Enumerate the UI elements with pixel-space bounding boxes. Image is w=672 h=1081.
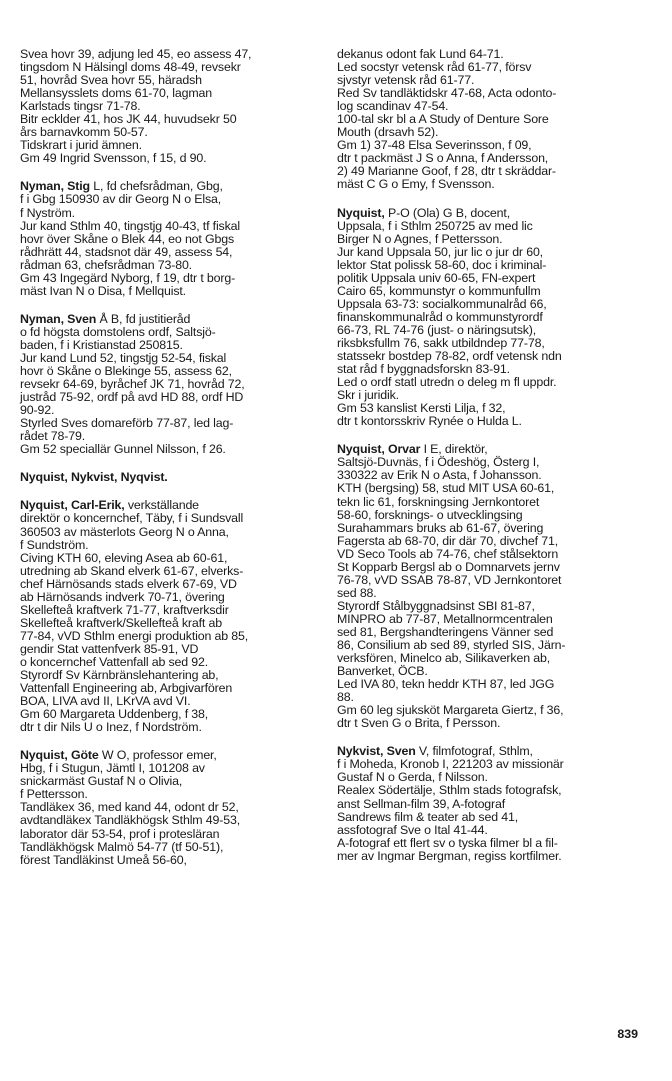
entry-line: laborator där 53-54, prof i protesläran xyxy=(20,826,220,841)
entry-line: förest Tandläkinst Umeå 56-60, xyxy=(20,852,187,867)
entry-name: Nyquist, Carl-Erik, xyxy=(20,498,125,513)
right-column xyxy=(337,48,655,878)
entry-name: Nyquist, Nykvist, Nyqvist. xyxy=(20,470,168,485)
entry-line: A-fotograf ett flert sv o tyska filmer bl a fil- xyxy=(337,835,558,850)
entry-line: 77-84, vVD Sthlm energi produktion ab 85, xyxy=(20,628,249,643)
entry-line: rådet 78-79. xyxy=(20,429,86,444)
entry-line: statssekr bostdep 78-82, ordf vetensk ndn xyxy=(337,349,562,364)
entry-line: Skr i juridik. xyxy=(337,388,399,403)
entry-line: Jur kand Sthlm 40, tingstjg 40-43, tf fiskal xyxy=(20,218,240,233)
entry-line: chef Härnösands stads elverk 67-69, VD xyxy=(20,576,237,591)
entry-line: Tandläkhögsk Malmö 54-77 (tf 50-51), xyxy=(20,839,224,854)
entry-line: Sandrews film & teater ab sed 41, xyxy=(337,809,519,824)
entry-line: f i Gbg 150930 av dir Georg N o Elsa, xyxy=(20,192,222,207)
entry-line: Hbg, f i Stugun, Jämtl I, 101208 av xyxy=(20,761,205,776)
entry-line xyxy=(20,471,322,484)
entry-line: politik Uppsala univ 60-65, FN-expert xyxy=(337,270,536,285)
entry-line: 66-73, RL 74-76 (just- o näringsutsk), xyxy=(337,322,537,337)
entry-line: direktör o koncernchef, Täby, f i Sundsvall xyxy=(20,511,244,526)
entry-line: dtr t packmäst J S o Anna, f Andersson, xyxy=(337,151,549,166)
entry-line: dekanus odont fak Lund 64-71. xyxy=(337,47,504,61)
entry-line: VD Seco Tools ab 74-76, chef stålsektorn xyxy=(337,546,559,561)
biography-entry xyxy=(337,207,655,429)
entry-line: baden, f i Kristianstad 250815. xyxy=(20,337,183,352)
biography-entry xyxy=(20,180,322,297)
entry-line: hovr över Skåne o Blek 44, eo not Gbgs xyxy=(20,231,235,246)
entry-line: Styrordf Stålbyggnadsinst SBI 81-87, xyxy=(337,598,535,613)
entry-line: års barnavkomm 50-57. xyxy=(20,125,148,140)
entry-line: revsekr 64-69, byråchef JK 71, hovråd 72, xyxy=(20,377,245,392)
page-number: 839 xyxy=(617,1027,638,1041)
entry-line: 76-78, vVD SSAB 78-87, VD Jernkontoret xyxy=(337,572,562,587)
entry-line: Gm 52 speciallär Gunnel Nilsson, f 26. xyxy=(20,442,226,457)
entry-line: Tidskrart i jurid ämnen. xyxy=(20,138,142,153)
entry-line: tingsdom N Hälsingl doms 48-49, revsekr xyxy=(20,60,241,75)
entry-line: f Pettersson. xyxy=(20,787,88,802)
entry-line: 90-92. xyxy=(20,403,55,418)
entry-line: Uppsala, f i Sthlm 250725 av med lic xyxy=(337,218,533,233)
entry-line: Jur kand Uppsala 50, jur lic o jur dr 60, xyxy=(337,244,543,259)
entry-line: Mouth (drsavh 52). xyxy=(337,125,439,140)
biography-entry xyxy=(20,471,322,484)
entry-line: f Nyström. xyxy=(20,205,75,220)
biography-entry xyxy=(337,48,655,192)
entry-text: verkställande xyxy=(124,498,199,513)
entry-line: Led o ordf statl utredn o deleg m fl uppdr. xyxy=(337,375,557,390)
entry-line: verksfören, Minelco ab, Silikaverken ab, xyxy=(337,651,551,666)
entry-line: sed 81, Bergshandteringens Vänner sed xyxy=(337,624,554,639)
entry-line: o koncernchef Vattenfall ab sed 92. xyxy=(20,654,209,669)
entry-line xyxy=(337,207,655,220)
entry-line: justråd 75-92, ordf på avd HD 88, ordf HD xyxy=(20,390,244,405)
biography-entry xyxy=(337,443,655,730)
entry-line: mäst Ivan N o Disa, f Mellquist. xyxy=(20,283,186,298)
entry-line: hovr ö Skåne o Blekinge 55, assess 62, xyxy=(20,364,232,379)
entry-line: lektor Stat polissk 58-60, doc i kriminal- xyxy=(337,257,547,272)
entry-line: Gm 43 Ingegärd Nyborg, f 19, dtr t borg- xyxy=(20,270,236,285)
entry-line: gendir Stat vattenfverk 85-91, VD xyxy=(20,641,199,656)
entry-line: Gm 53 kanslist Kersti Lilja, f 32, xyxy=(337,401,506,416)
entry-name: Nyquist, Orvar xyxy=(337,442,421,457)
biography-entry xyxy=(20,749,322,866)
entry-line: sed 88. xyxy=(337,585,377,600)
entry-line: rådhrätt 44, stadsnot där 49, assess 54, xyxy=(20,244,233,259)
biography-entry xyxy=(20,499,322,734)
entry-line: dtr t Sven G o Brita, f Persson. xyxy=(337,716,501,731)
entry-name: Nyquist, xyxy=(337,205,385,220)
entry-line: 100-tal skr bl a A Study of Denture Sore xyxy=(337,112,549,127)
entry-name: Nykvist, Sven xyxy=(337,744,416,759)
entry-line: utredning ab Skand elverk 61-67, elverks- xyxy=(20,563,244,578)
entry-line: anst Sellman-film 39, A-fotograf xyxy=(337,796,506,811)
entry-line: dtr t dir Nils U o Inez, f Nordström. xyxy=(20,720,202,735)
entry-line: tekn lic 61, forskningsing Jernkontoret xyxy=(337,494,540,509)
entry-line: Styrordf Sv Kärnbränslehantering ab, xyxy=(20,668,219,683)
entry-text: Å B, fd justitieråd xyxy=(96,311,191,326)
entry-line: St Kopparb Bergsl ab o Domnarvets jernv xyxy=(337,559,560,574)
entry-line: Gustaf N o Gerda, f Nilsson. xyxy=(337,770,488,785)
entry-line: Jur kand Lund 52, tingstjg 52-54, fiskal xyxy=(20,350,227,365)
entry-line: Cairo 65, kommunstyr o kommunfullm xyxy=(337,283,541,298)
entry-line: finanskommunalråd o kommunstyrordf xyxy=(337,309,543,324)
entry-line: 86, Consilium ab sed 89, styrled SIS, Järn- xyxy=(337,638,566,653)
entry-line: Svea hovr 39, adjung led 45, eo assess 47, xyxy=(20,47,252,61)
entry-line: Gm 60 leg sjuksköt Margareta Giertz, f 36, xyxy=(337,703,564,718)
entry-line: 2) 49 Marianne Goof, f 28, dtr t skräddar- xyxy=(337,164,556,179)
entry-name: Nyman, Sven xyxy=(20,311,97,326)
entry-text: L, fd chefsrådman, Gbg, xyxy=(89,179,223,194)
entry-line: log scandinav 47-54. xyxy=(337,99,449,114)
entry-line: dtr t kontorsskriv Rynée o Hulda L. xyxy=(337,414,522,429)
entry-name: Nyquist, Göte xyxy=(20,748,99,763)
entry-line: Gm 1) 37-48 Elsa Severinsson, f 09, xyxy=(337,138,532,153)
entry-line: stat råd f byggnadsforskn 83-91. xyxy=(337,362,510,377)
biography-entry xyxy=(20,313,322,457)
entry-line: Saltsjö-Duvnäs, f i Ödeshög, Österg I, xyxy=(337,455,540,470)
entry-line: Mellansysslets doms 61-70, lagman xyxy=(20,86,213,101)
entry-text: I E, direktör, xyxy=(420,442,488,457)
entry-line: Fagersta ab 68-70, dir där 70, divchef 71, xyxy=(337,533,558,548)
biography-entry xyxy=(20,48,322,165)
entry-line: assfotograf Sve o Ital 41-44. xyxy=(337,822,488,837)
entry-line: Led socstyr vetensk råd 61-77, försv xyxy=(337,60,532,75)
entry-line: Tandläkex 36, med kand 44, odont dr 52, xyxy=(20,800,239,815)
entry-line: Vattenfall Engineering ab, Arbgivarfören xyxy=(20,681,233,696)
entry-line: Realex Södertälje, Sthlm stads fotografsk, xyxy=(337,783,562,798)
entry-line: Red Sv tandläktidskr 47-68, Acta odonto- xyxy=(337,86,557,101)
entry-line: o fd högsta domstolens ordf, Saltsjö- xyxy=(20,324,216,339)
entry-line: mer av Ingmar Bergman, regiss kortfilmer. xyxy=(337,848,562,863)
entry-line: 58-60, forsknings- o utvecklingsing xyxy=(337,507,523,522)
entry-line: 88. xyxy=(337,690,354,705)
entry-name: Nyman, Stig xyxy=(20,179,90,194)
entry-line: riksbksfullm 76, sakk utbildndep 77-78, xyxy=(337,335,545,350)
entry-line: Banverket, ÖCB. xyxy=(337,664,428,679)
entry-line: 51, hovråd Svea hovr 55, häradsh xyxy=(20,73,202,88)
entry-line: Led IVA 80, tekn heddr KTH 87, led JGG xyxy=(337,677,555,692)
entry-line: sjvstyr vetensk råd 61-77. xyxy=(337,73,475,88)
entry-line: mäst C G o Emy, f Svensson. xyxy=(337,177,495,192)
entry-line: f i Moheda, Kronob I, 221203 av missionär xyxy=(337,757,564,772)
entry-line: KTH (bergsing) 58, stud MIT USA 60-61, xyxy=(337,481,555,496)
entry-text: V, filmfotograf, Sthlm, xyxy=(415,744,533,759)
entry-line: Gm 60 Margareta Uddenberg, f 38, xyxy=(20,707,209,722)
entry-text: P-O (Ola) G B, docent, xyxy=(384,205,511,220)
entry-line: Skellefteå kraftverk/Skellefteå kraft ab xyxy=(20,615,222,630)
entry-line: Surahammars bruks ab 61-67, övering xyxy=(337,520,544,535)
entry-text: W O, professor emer, xyxy=(98,748,217,763)
entry-line: snickarmäst Gustaf N o Olivia, xyxy=(20,774,183,789)
entry-line: Civing KTH 60, eleving Asea ab 60-61, xyxy=(20,550,228,565)
entry-line: avdtandläkex Tandläkhögsk Sthlm 49-53, xyxy=(20,813,240,828)
entry-line: Birger N o Agnes, f Pettersson. xyxy=(337,231,503,246)
entry-line: Karlstads tingsr 71-78. xyxy=(20,99,141,114)
entry-line: 360503 av mästerlots Georg N o Anna, xyxy=(20,524,229,539)
entry-line: Skellefteå kraftverk 71-77, kraftverksdir xyxy=(20,602,229,617)
left-column xyxy=(20,48,322,882)
biography-entry xyxy=(337,745,655,862)
entry-line: BOA, LIVA avd II, LKrVA avd VI. xyxy=(20,694,191,709)
entry-line: rådman 63, chefsrådman 73-80. xyxy=(20,257,192,272)
entry-line: ab Härnösands indverk 70-71, övering xyxy=(20,589,225,604)
entry-line: MINPRO ab 77-87, Metallnormcentralen xyxy=(337,611,553,626)
entry-line: f Sundström. xyxy=(20,537,89,552)
entry-line: Gm 49 Ingrid Svensson, f 15, d 90. xyxy=(20,151,207,166)
entry-line: Uppsala 63-73: socialkommunalråd 66, xyxy=(337,296,547,311)
entry-line: Bitr ecklder 41, hos JK 44, huvudsekr 50 xyxy=(20,112,237,127)
entry-line: Styrled Sves domareförb 77-87, led lag- xyxy=(20,416,234,431)
entry-line xyxy=(20,313,322,326)
entry-line: 330322 av Erik N o Asta, f Johansson. xyxy=(337,468,542,483)
